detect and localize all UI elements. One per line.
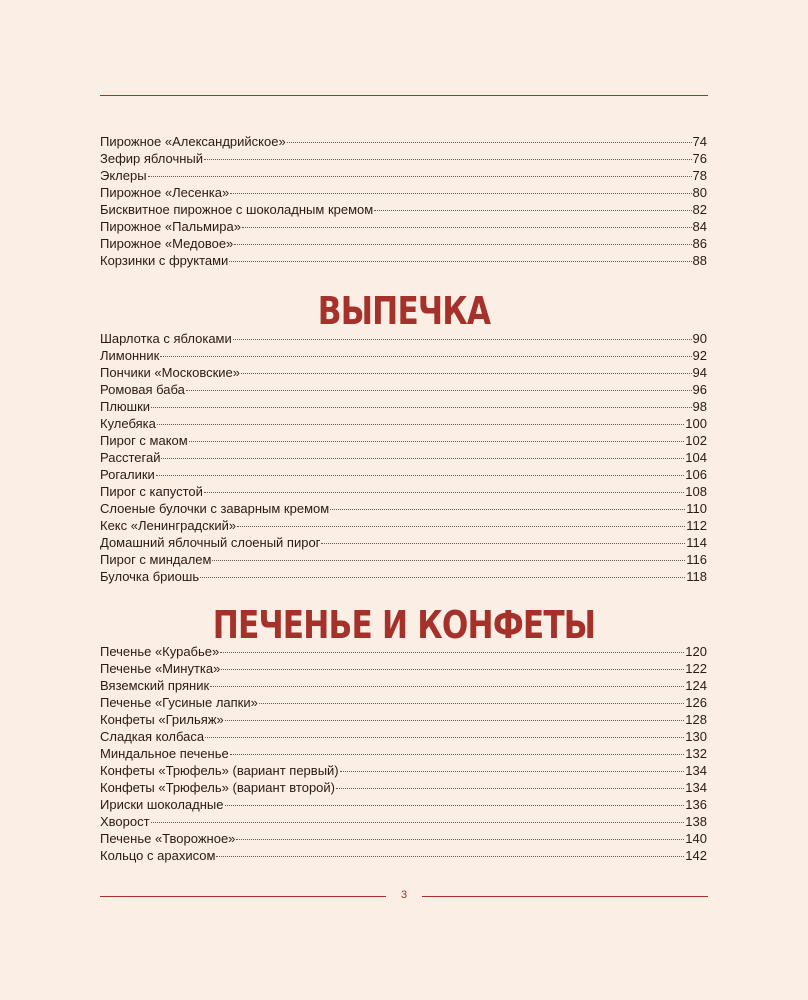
dot-leader	[189, 441, 685, 442]
dot-leader	[205, 737, 684, 738]
toc-entry-title: Эклеры	[100, 168, 147, 183]
toc-entry-page: 98	[692, 399, 707, 414]
toc-entry	[100, 347, 707, 364]
toc-entry-page: 114	[686, 535, 707, 550]
toc-entry-page: 84	[692, 219, 707, 234]
toc-entry	[100, 167, 707, 184]
toc-entry-title: Конфеты «Трюфель» (вариант первый)	[100, 763, 339, 778]
toc-entry-title: Булочка бриошь	[100, 569, 200, 584]
toc-entry	[100, 150, 707, 167]
toc-entry-page: 110	[686, 501, 707, 516]
toc-entry-title: Миндальное печенье	[100, 746, 229, 761]
toc-entry-title: Пирог с миндалем	[100, 552, 212, 567]
footer-rule-right	[422, 896, 708, 897]
toc-entry-title: Рогалики	[100, 467, 155, 482]
toc-entry-title: Печенье «Курабье»	[100, 644, 220, 659]
toc-entry-page: 92	[692, 348, 707, 363]
toc-entry-title: Пирожное «Александрийское»	[100, 134, 286, 149]
toc-entry-page: 104	[685, 450, 707, 465]
toc-entry	[100, 330, 707, 347]
toc-entry	[100, 184, 707, 201]
toc-entry	[100, 796, 707, 813]
toc-entry-title: Корзинки с фруктами	[100, 253, 229, 268]
toc-group-dessert	[100, 133, 707, 269]
page-number: 3	[400, 889, 408, 901]
toc-entry-page: 88	[692, 253, 707, 268]
dot-leader	[210, 686, 684, 687]
toc-entry-title: Печенье «Гусиные лапки»	[100, 695, 258, 710]
toc-entry	[100, 551, 707, 568]
dot-leader	[151, 822, 685, 823]
toc-entry	[100, 201, 707, 218]
toc-entry	[100, 398, 707, 415]
toc-entry	[100, 133, 707, 150]
toc-entry	[100, 660, 707, 677]
toc-entry-title: Кулебяка	[100, 416, 156, 431]
toc-entry-title: Пирожное «Лесенка»	[100, 185, 230, 200]
toc-entry	[100, 779, 707, 796]
toc-entry	[100, 432, 707, 449]
dot-leader	[233, 339, 692, 340]
toc-entry-page: 142	[685, 848, 707, 863]
toc-entry-page: 82	[692, 202, 707, 217]
toc-entry-page: 134	[685, 763, 707, 778]
toc-entry	[100, 711, 707, 728]
dot-leader	[234, 244, 691, 245]
toc-entry-page: 108	[685, 484, 707, 499]
toc-entry-page: 112	[686, 518, 707, 533]
toc-entry-page: 86	[692, 236, 707, 251]
toc-entry-title: Кекс «Ленинградский»	[100, 518, 237, 533]
toc-entry-title: Кольцо с арахисом	[100, 848, 216, 863]
toc-entry	[100, 364, 707, 381]
toc-entry	[100, 235, 707, 252]
dot-leader	[186, 390, 692, 391]
toc-entry	[100, 677, 707, 694]
toc-entry	[100, 568, 707, 585]
footer-rule-left	[100, 896, 386, 897]
toc-entry-title: Пирог с капустой	[100, 484, 203, 499]
toc-entry-page: 76	[692, 151, 707, 166]
toc-entry	[100, 813, 707, 830]
dot-leader	[321, 543, 685, 544]
toc-entry-page: 138	[685, 814, 707, 829]
toc-group-cookies-candies	[100, 643, 707, 864]
toc-entry	[100, 762, 707, 779]
toc-entry-page: 128	[685, 712, 707, 727]
toc-entry-page: 80	[692, 185, 707, 200]
toc-entry-page: 106	[685, 467, 707, 482]
toc-entry-page: 94	[692, 365, 707, 380]
toc-group-baking	[100, 330, 707, 585]
dot-leader	[216, 856, 684, 857]
toc-entry-title: Сладкая колбаса	[100, 729, 205, 744]
toc-entry-title: Вяземский пряник	[100, 678, 210, 693]
toc-entry	[100, 466, 707, 483]
toc-entry	[100, 694, 707, 711]
toc-entry	[100, 252, 707, 269]
dot-leader	[160, 356, 691, 357]
toc-entry-title: Бисквитное пирожное с шоколадным кремом	[100, 202, 374, 217]
toc-entry-page: 134	[685, 780, 707, 795]
section-heading-cookies-candies: ПЕЧЕНЬЕ И КОНФЕТЫ	[212, 603, 596, 647]
dot-leader	[336, 788, 684, 789]
dot-leader	[212, 560, 685, 561]
toc-entry-page: 116	[686, 552, 707, 567]
dot-leader	[151, 407, 691, 408]
dot-leader	[374, 210, 691, 211]
dot-leader	[229, 261, 691, 262]
toc-entry-page: 102	[685, 433, 707, 448]
toc-entry	[100, 728, 707, 745]
toc-entry-title: Ириски шоколадные	[100, 797, 224, 812]
toc-entry	[100, 449, 707, 466]
toc-entry-title: Пончики «Московские»	[100, 365, 241, 380]
toc-entry	[100, 517, 707, 534]
dot-leader	[156, 475, 684, 476]
toc-entry-title: Ромовая баба	[100, 382, 185, 397]
toc-entry-page: 126	[685, 695, 707, 710]
dot-leader	[287, 142, 692, 143]
dot-leader	[236, 839, 684, 840]
dot-leader	[204, 492, 684, 493]
dot-leader	[237, 526, 685, 527]
toc-entry-page: 140	[685, 831, 707, 846]
dot-leader	[230, 754, 685, 755]
toc-entry	[100, 218, 707, 235]
toc-entry-title: Пирожное «Пальмира»	[100, 219, 241, 234]
toc-entry-page: 120	[685, 644, 707, 659]
toc-entry	[100, 643, 707, 660]
dot-leader	[225, 805, 685, 806]
toc-entry-title: Шарлотка с яблоками	[100, 331, 232, 346]
dot-leader	[340, 771, 685, 772]
toc-entry-title: Расстегай	[100, 450, 161, 465]
toc-entry-page: 132	[685, 746, 707, 761]
toc-entry	[100, 381, 707, 398]
toc-entry	[100, 534, 707, 551]
toc-entry-page: 74	[692, 134, 707, 149]
dot-leader	[221, 669, 684, 670]
toc-entry-page: 122	[685, 661, 707, 676]
toc-entry	[100, 830, 707, 847]
toc-entry-title: Лимонник	[100, 348, 160, 363]
toc-entry	[100, 745, 707, 762]
toc-entry-page: 78	[692, 168, 707, 183]
toc-entry-title: Слоеные булочки с заварным кремом	[100, 501, 330, 516]
toc-entry-page: 96	[692, 382, 707, 397]
toc-entry-title: Конфеты «Грильяж»	[100, 712, 224, 727]
toc-entry-page: 100	[685, 416, 707, 431]
toc-entry	[100, 847, 707, 864]
dot-leader	[161, 458, 684, 459]
toc-entry-title: Конфеты «Трюфель» (вариант второй)	[100, 780, 335, 795]
dot-leader	[242, 227, 692, 228]
dot-leader	[220, 652, 684, 653]
toc-entry-title: Пирог с маком	[100, 433, 188, 448]
toc-entry-title: Хворост	[100, 814, 150, 829]
toc-entry-title: Печенье «Минутка»	[100, 661, 221, 676]
toc-entry	[100, 483, 707, 500]
dot-leader	[225, 720, 685, 721]
toc-entry-page: 136	[685, 797, 707, 812]
dot-leader	[148, 176, 692, 177]
dot-leader	[204, 159, 692, 160]
dot-leader	[241, 373, 692, 374]
dot-leader	[200, 577, 685, 578]
toc-entry-page: 118	[686, 569, 707, 584]
dot-leader	[259, 703, 684, 704]
toc-entry-page: 90	[692, 331, 707, 346]
toc-entry	[100, 415, 707, 432]
top-rule	[100, 95, 708, 96]
toc-entry-title: Плюшки	[100, 399, 151, 414]
toc-entry-title: Домашний яблочный слоеный пирог	[100, 535, 321, 550]
dot-leader	[330, 509, 685, 510]
toc-entry-title: Печенье «Творожное»	[100, 831, 236, 846]
toc-entry	[100, 500, 707, 517]
dot-leader	[230, 193, 691, 194]
toc-entry-page: 130	[685, 729, 707, 744]
dot-leader	[157, 424, 684, 425]
toc-entry-title: Зефир яблочный	[100, 151, 204, 166]
section-heading-baking: ВЫПЕЧКА	[317, 289, 491, 333]
toc-entry-page: 124	[685, 678, 707, 693]
toc-entry-title: Пирожное «Медовое»	[100, 236, 234, 251]
